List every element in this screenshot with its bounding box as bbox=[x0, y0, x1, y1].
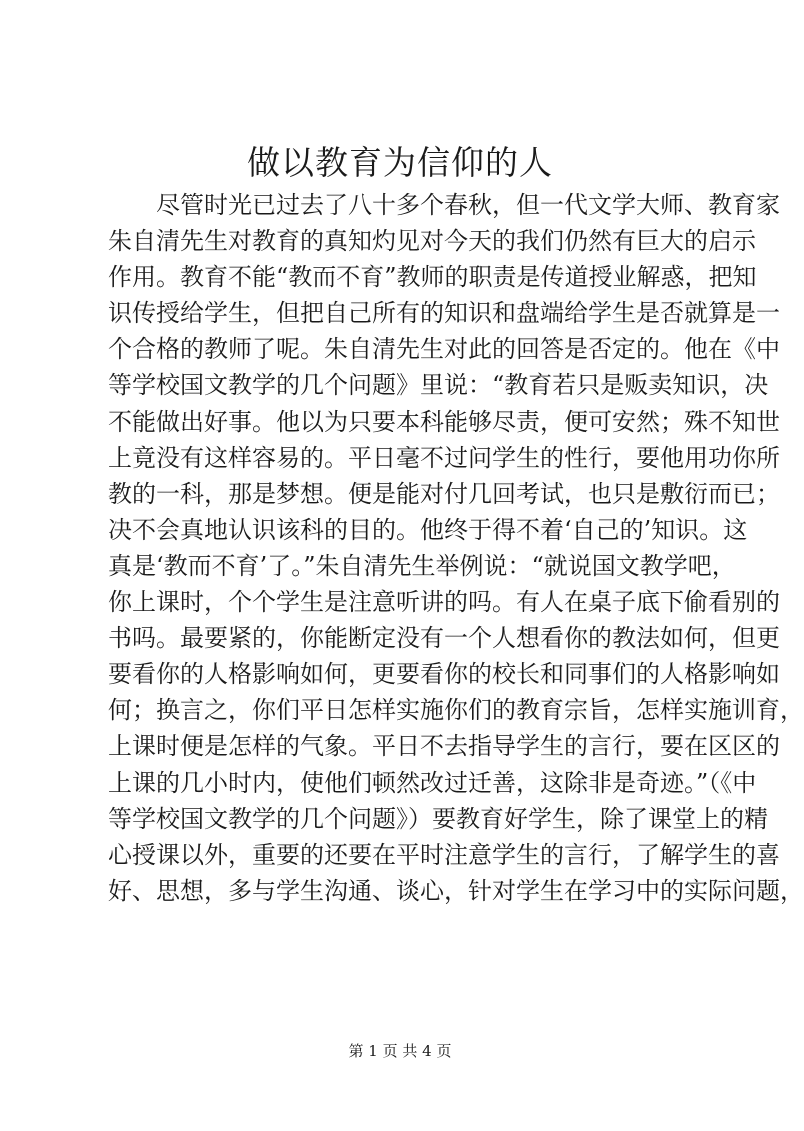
text-line: 决不会真地认识该科的目的。他终于得不着‘自己的’知识。这 bbox=[108, 515, 748, 544]
text-line: 何；换言之，你们平日怎样实施你们的教育宗旨，怎样实施训育， bbox=[108, 696, 804, 725]
page-title: 做以教育为信仰的人 bbox=[247, 143, 553, 182]
text-line: 上课时便是怎样的气象。平日不去指导学生的言行，要在区区的 bbox=[108, 732, 780, 761]
text-line: 你上课时，个个学生是注意听讲的吗。有人在桌子底下偷看别的 bbox=[108, 588, 780, 617]
text-line: 不能做出好事。他以为只要本科能够尽责，便可安然；殊不知世 bbox=[108, 407, 780, 436]
text-line: 真是‘教而不育’了。”朱自清先生举例说：“就说国文教学吧， bbox=[108, 551, 736, 580]
text-line: 识传授给学生，但把自己所有的知识和盘端给学生是否就算是一 bbox=[108, 299, 780, 328]
text-line: 等学校国文教学的几个问题》里说：“教育若只是贩卖知识，决 bbox=[108, 371, 769, 400]
page-footer: 第 1 页 共 4 页 bbox=[348, 1042, 452, 1060]
text-line: 个合格的教师了呢。朱自清先生对此的回答是否定的。他在《中 bbox=[108, 335, 780, 364]
text-line: 上竟没有这样容易的。平日毫不过问学生的性行，要他用功你所 bbox=[108, 443, 780, 472]
text-line: 尽管时光已过去了八十多个春秋，但一代文学大师、教育家 bbox=[156, 191, 780, 219]
text-line: 心授课以外，重要的还要在平时注意学生的言行，了解学生的喜 bbox=[108, 840, 780, 869]
body-paragraph bbox=[108, 187, 804, 909]
text-line: 书吗。最要紧的，你能断定没有一个人想看你的教法如何，但更 bbox=[108, 624, 780, 653]
text-line: 朱自清先生对教育的真知灼见对今天的我们仍然有巨大的启示 bbox=[108, 227, 756, 256]
text-line: 上课的几小时内，使他们顿然改过迁善，这除非是奇迹。”（《中 bbox=[108, 768, 757, 797]
text-line: 好、思想，多与学生沟通、谈心，针对学生在学习中的实际问题， bbox=[108, 876, 804, 905]
text-line: 教的一科，那是梦想。便是能对付几回考试，也只是敷衍而已； bbox=[108, 479, 780, 508]
text-line: 作用。教育不能“教而不育”教师的职责是传道授业解惑，把知 bbox=[108, 263, 757, 292]
text-line: 要看你的人格影响如何，更要看你的校长和同事们的人格影响如 bbox=[108, 660, 780, 689]
text-line: 等学校国文教学的几个问题》）要教育好学生，除了课堂上的精 bbox=[108, 804, 768, 833]
